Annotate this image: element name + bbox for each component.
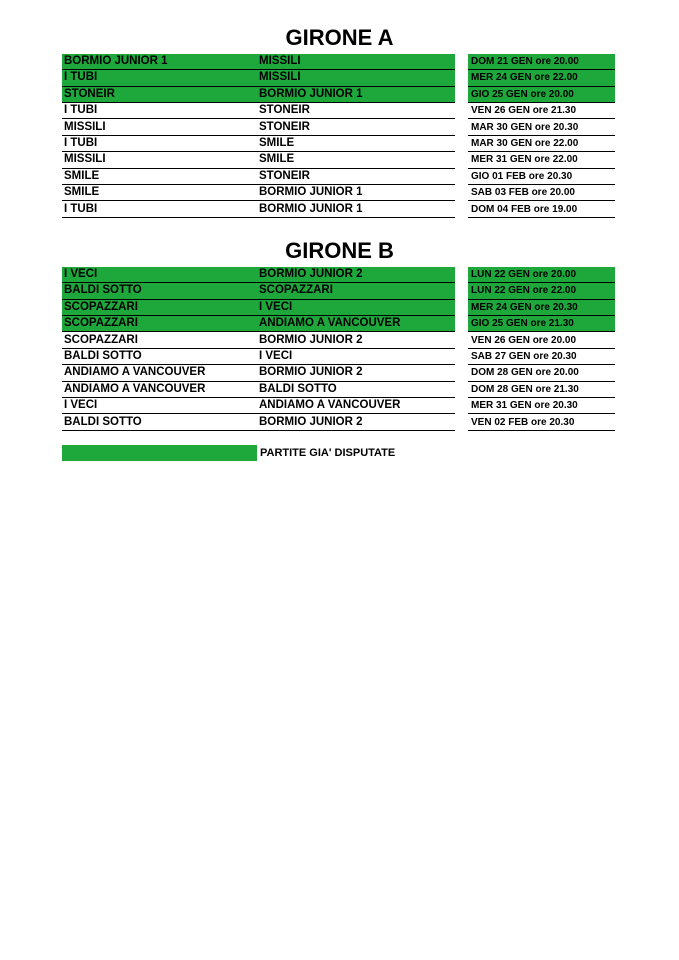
home-team: BORMIO JUNIOR 1 [62,54,259,70]
home-team: BALDI SOTTO [62,283,259,299]
legend [62,445,462,461]
match-row [62,398,615,414]
away-team: I VECI [257,300,455,316]
away-team: BORMIO JUNIOR 1 [257,185,455,201]
home-team: ANDIAMO A VANCOUVER [62,382,259,398]
match-row [62,333,615,349]
home-team: SCOPAZZARI [62,333,259,349]
match-row [62,152,615,168]
match-datetime: LUN 22 GEN ore 20.00 [468,267,615,283]
match-datetime: SAB 27 GEN ore 20.30 [468,349,615,365]
home-team: I TUBI [62,136,259,152]
away-team: MISSILI [257,54,455,70]
home-team: ANDIAMO A VANCOUVER [62,365,259,381]
match-datetime: DOM 28 GEN ore 20.00 [468,365,615,381]
away-team: BORMIO JUNIOR 2 [257,333,455,349]
home-team: I TUBI [62,202,259,218]
home-team: SCOPAZZARI [62,300,259,316]
home-team: I VECI [62,398,259,414]
match-datetime: VEN 26 GEN ore 21.30 [468,103,615,119]
home-team: I TUBI [62,70,259,86]
match-row [62,283,615,299]
home-team: I TUBI [62,103,259,119]
match-row [62,87,615,103]
match-datetime: VEN 26 GEN ore 20.00 [468,333,615,349]
home-team: SMILE [62,169,259,185]
legend-swatch-played [62,445,257,461]
match-datetime: GIO 01 FEB ore 20.30 [468,169,615,185]
match-row [62,169,615,185]
away-team: SCOPAZZARI [257,283,455,299]
match-row [62,70,615,86]
away-team: ANDIAMO A VANCOUVER [257,316,455,332]
match-datetime: LUN 22 GEN ore 22.00 [468,283,615,299]
match-datetime: DOM 21 GEN ore 20.00 [468,54,615,70]
away-team: BORMIO JUNIOR 2 [257,267,455,283]
match-row [62,300,615,316]
away-team: BORMIO JUNIOR 2 [257,365,455,381]
group-b-table [62,267,615,431]
group-a-table [62,54,615,218]
group-b-title: GIRONE B [285,238,394,263]
match-row [62,316,615,332]
match-datetime: GIO 25 GEN ore 21.30 [468,316,615,332]
match-datetime: DOM 04 FEB ore 19.00 [468,202,615,218]
home-team: SCOPAZZARI [62,316,259,332]
match-row [62,415,615,431]
match-row [62,365,615,381]
away-team: BORMIO JUNIOR 1 [257,202,455,218]
group-a-title: GIRONE A [285,25,394,50]
home-team: I VECI [62,267,259,283]
legend-label: PARTITE GIA' DISPUTATE [260,447,396,459]
match-row [62,120,615,136]
match-datetime: SAB 03 FEB ore 20.00 [468,185,615,201]
match-datetime: MER 24 GEN ore 22.00 [468,70,615,86]
away-team: SMILE [257,152,455,168]
home-team: BALDI SOTTO [62,415,259,431]
away-team: STONEIR [257,169,455,185]
match-row [62,382,615,398]
match-row [62,202,615,218]
match-datetime: MER 31 GEN ore 22.00 [468,152,615,168]
match-row [62,54,615,70]
away-team: STONEIR [257,103,455,119]
match-datetime: MER 24 GEN ore 20.30 [468,300,615,316]
home-team: SMILE [62,185,259,201]
match-row [62,136,615,152]
away-team: ANDIAMO A VANCOUVER [257,398,455,414]
away-team: BORMIO JUNIOR 1 [257,87,455,103]
home-team: MISSILI [62,120,259,136]
match-datetime: MAR 30 GEN ore 22.00 [468,136,615,152]
match-row [62,349,615,365]
home-team: BALDI SOTTO [62,349,259,365]
match-datetime: MAR 30 GEN ore 20.30 [468,120,615,136]
match-row [62,185,615,201]
away-team: BALDI SOTTO [257,382,455,398]
away-team: BORMIO JUNIOR 2 [257,415,455,431]
away-team: STONEIR [257,120,455,136]
match-datetime: VEN 02 FEB ore 20.30 [468,415,615,431]
home-team: MISSILI [62,152,259,168]
away-team: SMILE [257,136,455,152]
away-team: I VECI [257,349,455,365]
away-team: MISSILI [257,70,455,86]
match-row [62,267,615,283]
match-datetime: DOM 28 GEN ore 21.30 [468,382,615,398]
match-row [62,103,615,119]
match-datetime: MER 31 GEN ore 20.30 [468,398,615,414]
match-datetime: GIO 25 GEN ore 20.00 [468,87,615,103]
home-team: STONEIR [62,87,259,103]
